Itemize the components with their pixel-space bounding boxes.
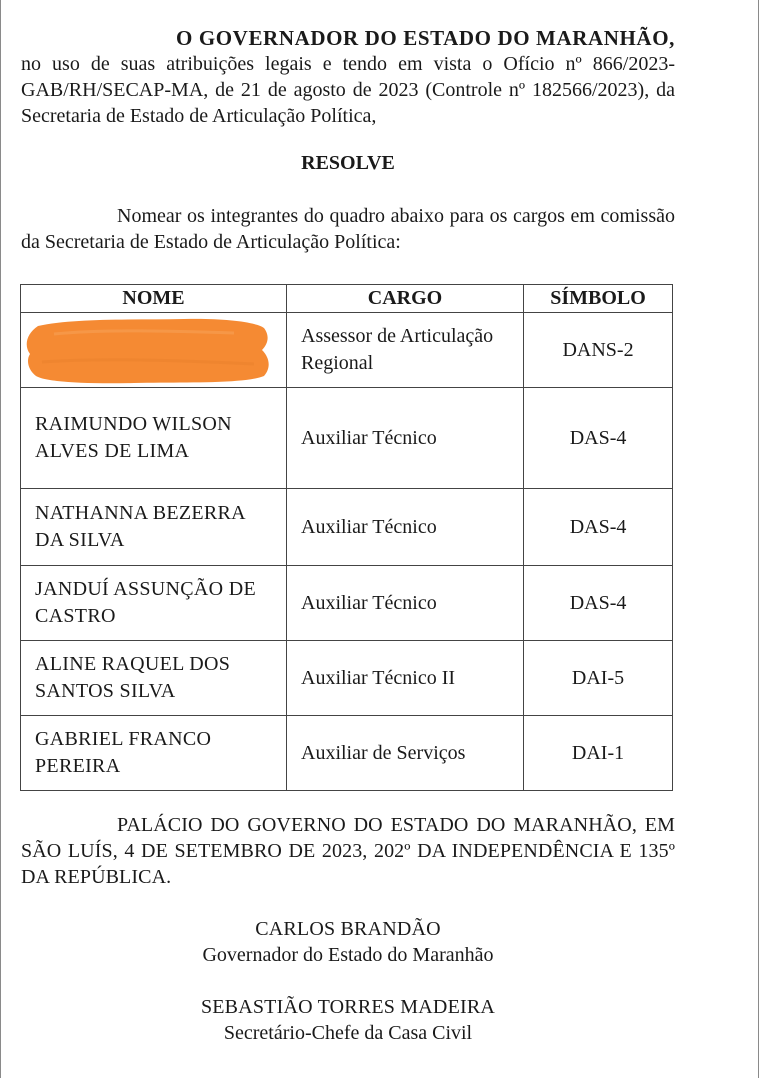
signatory-title: Governador do Estado do Maranhão <box>202 944 494 966</box>
cell-nome: RAIMUNDO WILSON ALVES DE LIMA <box>21 388 287 489</box>
cell-simbolo: DAI-1 <box>524 716 673 791</box>
cell-simbolo: DAS-4 <box>524 388 673 489</box>
table-row <box>21 388 673 489</box>
cell-nome: JANDUÍ ASSUNÇÃO DE CASTRO <box>21 566 287 641</box>
intro-paragraph: no uso de suas atribuições legais e tendo em vista o Ofício nº 866/2023-GAB/RH/SECAP-MA, de 21 de agosto de 2023 (Controle nº 182566/2023), da Secretaria de Estado de Articulação Política, <box>21 53 675 127</box>
cell-cargo: Auxiliar Técnico <box>287 388 524 489</box>
column-header-cargo: CARGO <box>287 285 524 313</box>
table-row <box>21 489 673 566</box>
appointment-paragraph: Nomear os integrantes do quadro abaixo para os cargos em comissão da Secretaria de Estado de Articulação Política: <box>21 205 675 253</box>
signature-block-chief-of-staff <box>21 994 675 1046</box>
cell-cargo: Auxiliar Técnico II <box>287 641 524 716</box>
redaction-mark <box>24 314 272 386</box>
signatory-name: CARLOS BRANDÃO <box>255 918 441 940</box>
table-row <box>21 641 673 716</box>
cell-simbolo: DAS-4 <box>524 566 673 641</box>
closing-paragraph: PALÁCIO DO GOVERNO DO ESTADO DO MARANHÃO, EM SÃO LUÍS, 4 DE SETEMBRO DE 2023, 202º DA INDEPENDÊNCIA E 135º DA REPÚBLICA. <box>21 814 675 888</box>
signature-block-governor <box>21 916 675 968</box>
governor-heading: O GOVERNADOR DO ESTADO DO MARANHÃO, <box>176 26 675 50</box>
table-row <box>21 313 673 388</box>
table-header-row <box>21 285 673 313</box>
cell-cargo: Auxiliar Técnico <box>287 566 524 641</box>
cell-nome-redacted <box>21 313 287 388</box>
cell-simbolo: DAS-4 <box>524 489 673 566</box>
cell-simbolo: DANS-2 <box>524 313 673 388</box>
signatory-title: Secretário-Chefe da Casa Civil <box>223 1022 473 1044</box>
cell-cargo: Auxiliar Técnico <box>287 489 524 566</box>
table-row <box>21 566 673 641</box>
cell-simbolo: DAI-5 <box>524 641 673 716</box>
cell-cargo: Auxiliar de Serviços <box>287 716 524 791</box>
cell-nome: GABRIEL FRANCO PEREIRA <box>21 716 287 791</box>
resolve-heading: RESOLVE <box>301 152 395 174</box>
column-header-simbolo: SÍMBOLO <box>524 285 673 313</box>
cell-nome: ALINE RAQUEL DOS SANTOS SILVA <box>21 641 287 716</box>
appointments-table <box>20 284 673 791</box>
signatory-name: SEBASTIÃO TORRES MADEIRA <box>200 996 496 1018</box>
cell-nome: NATHANNA BEZERRA DA SILVA <box>21 489 287 566</box>
column-header-nome: NOME <box>21 285 287 313</box>
cell-cargo: Assessor de Articulação Regional <box>287 313 524 388</box>
table-row <box>21 716 673 791</box>
